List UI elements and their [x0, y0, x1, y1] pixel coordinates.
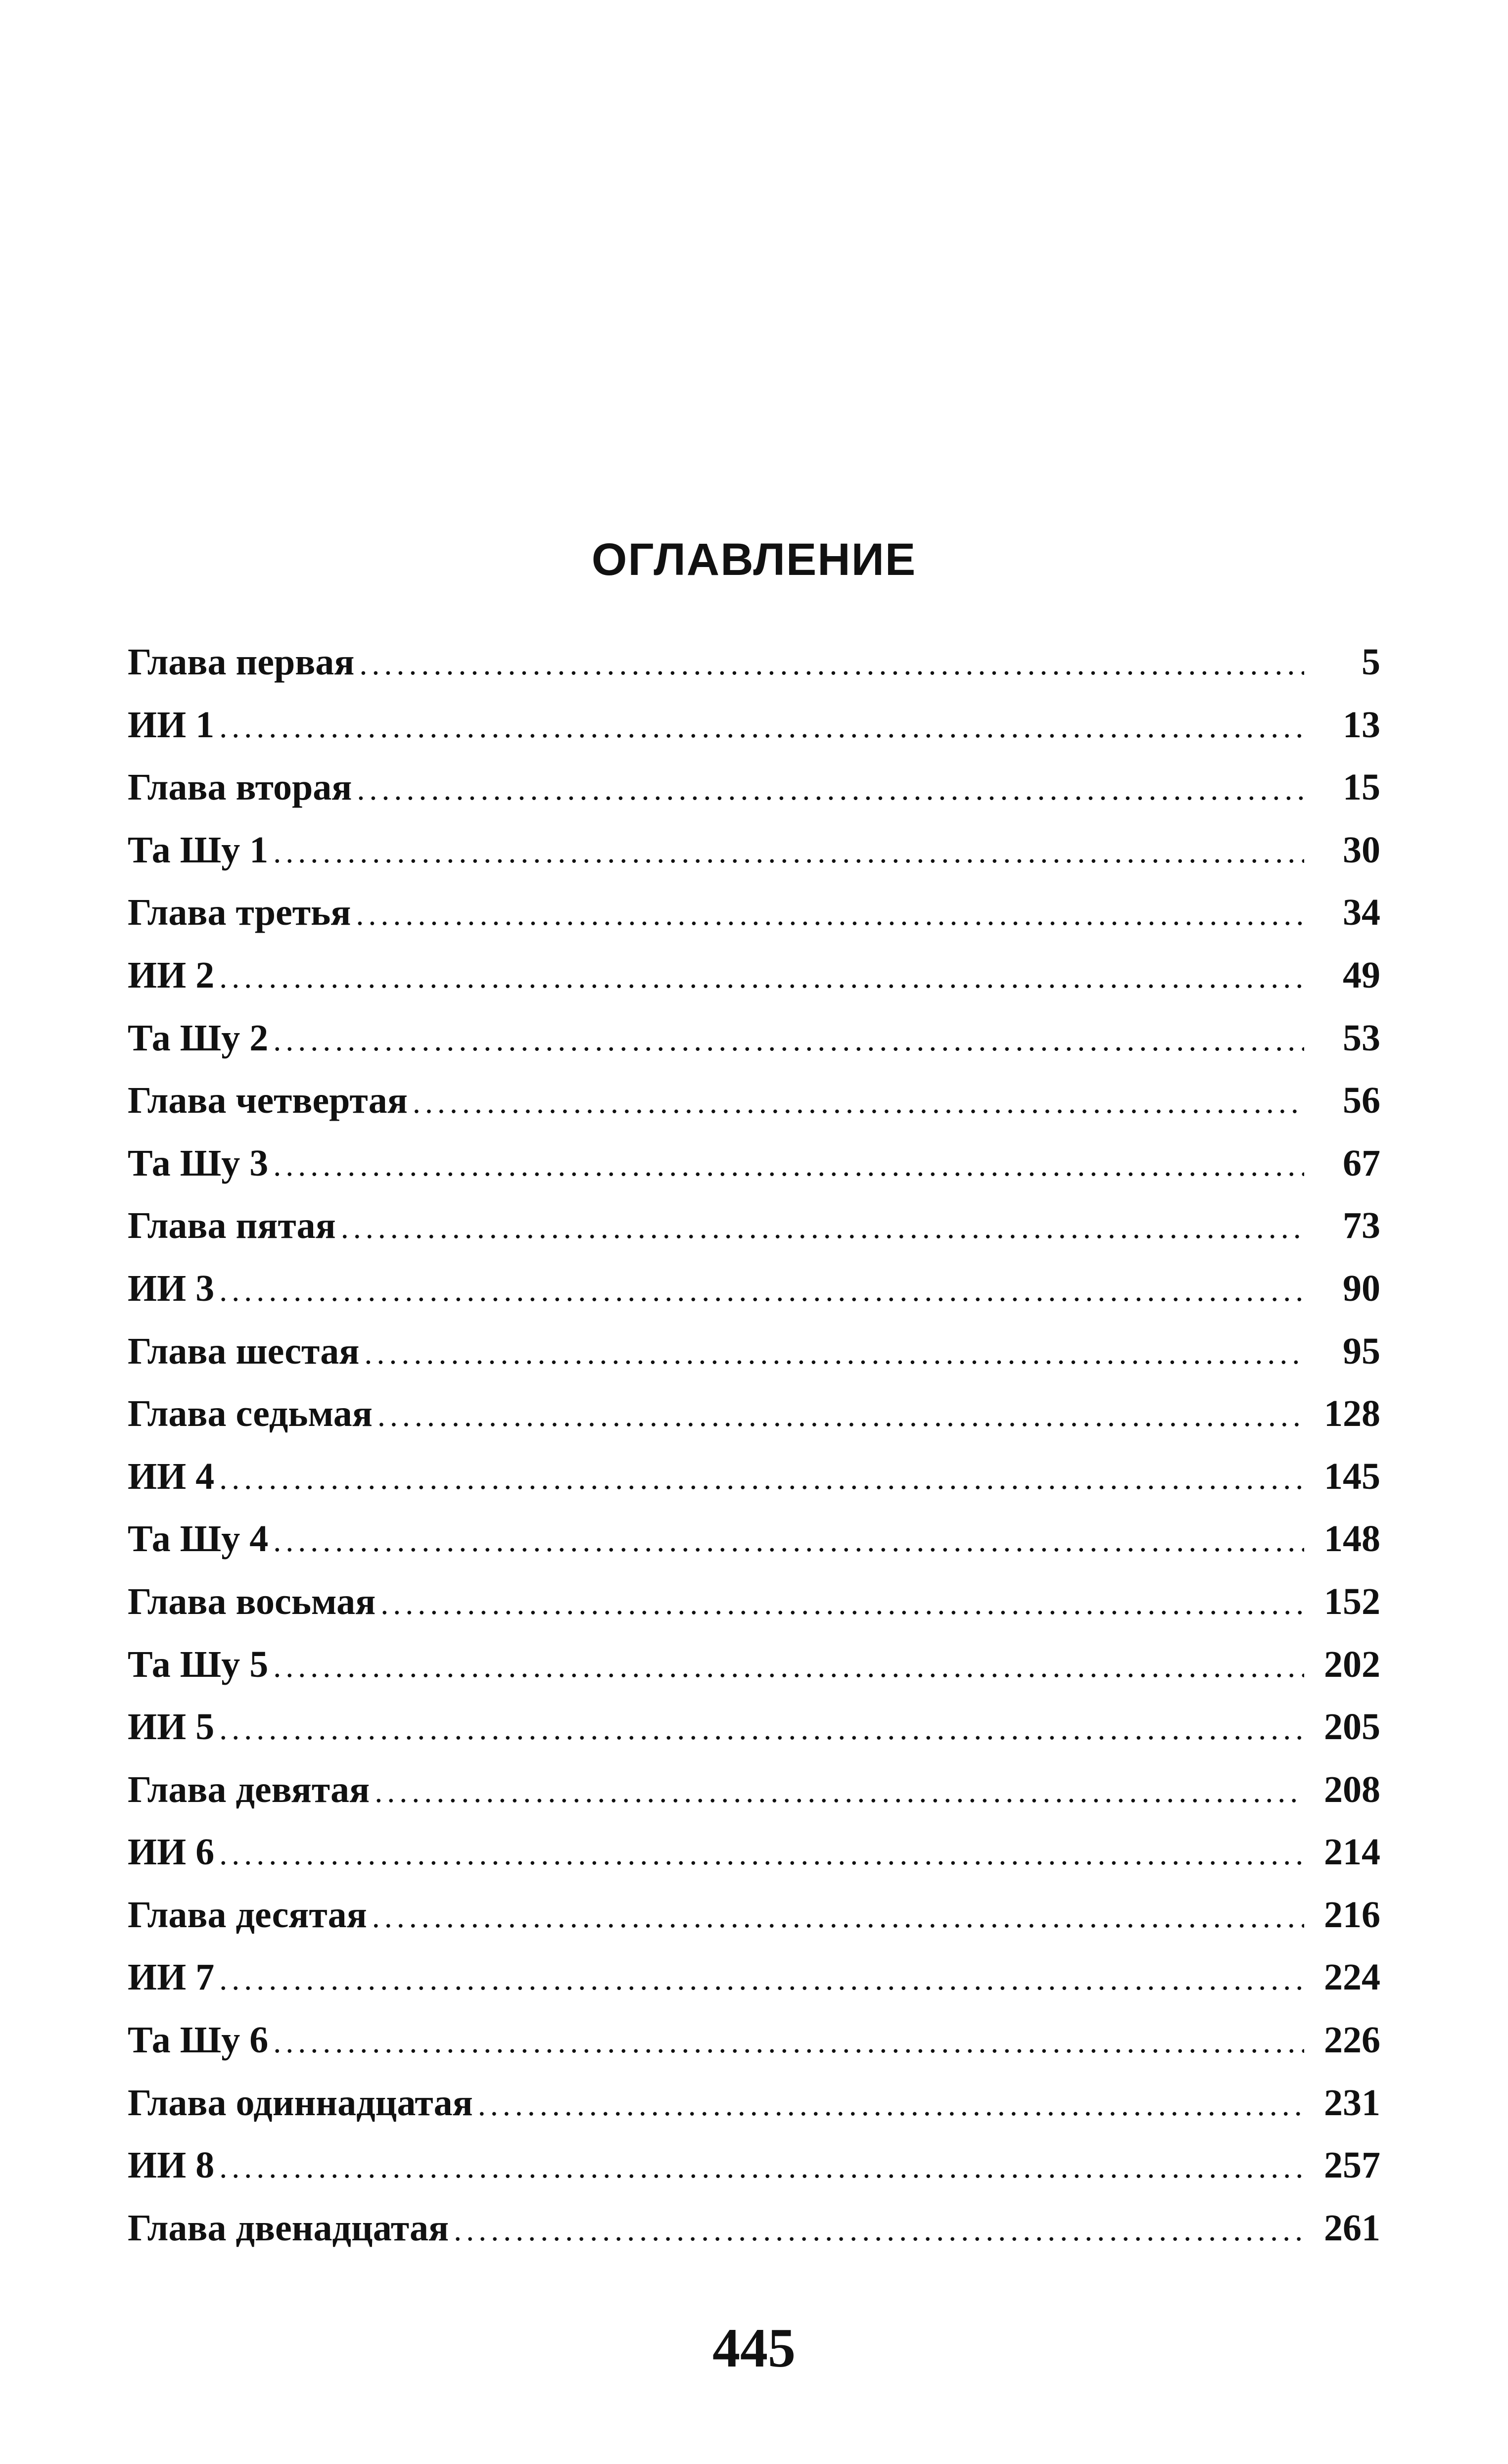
toc-entry-label: ИИ 4 [128, 1455, 215, 1497]
dot-leader [219, 1838, 1304, 1870]
toc-entry-label: Глава десятая [128, 1894, 367, 1936]
dot-leader [273, 836, 1304, 868]
dot-leader [219, 1713, 1304, 1745]
dot-leader [219, 1963, 1304, 1995]
toc-entry-page: 231 [1324, 2082, 1380, 2124]
toc-entry-label: Та Шу 2 [128, 1017, 269, 1059]
toc-entry-label: Глава двенадцатая [128, 2207, 449, 2249]
dot-leader [454, 2214, 1304, 2246]
toc-entry-label: Глава вторая [128, 766, 352, 808]
toc-entry-label: Та Шу 6 [128, 2019, 269, 2061]
toc-entry-page: 34 [1343, 892, 1380, 934]
toc-entry-page: 30 [1343, 829, 1380, 871]
dot-leader [273, 1149, 1304, 1181]
toc-entry[interactable] [128, 2209, 1380, 2272]
toc-entry-label: Глава одиннадцатая [128, 2082, 473, 2124]
dot-leader [359, 648, 1304, 680]
toc-entry-page: 261 [1324, 2207, 1380, 2249]
toc-entry-page: 90 [1343, 1267, 1380, 1309]
toc-entry-label: Глава восьмая [128, 1580, 376, 1622]
toc-entry[interactable] [128, 1332, 1380, 1395]
dot-leader [356, 899, 1304, 930]
toc-entry[interactable] [128, 1207, 1380, 1270]
toc-entry[interactable] [128, 643, 1380, 706]
dot-leader [219, 1463, 1304, 1494]
dot-leader [273, 1525, 1304, 1557]
toc-entry-label: ИИ 1 [128, 704, 215, 746]
dot-leader [341, 1212, 1304, 1243]
toc-entry-label: Та Шу 5 [128, 1643, 269, 1685]
toc-entry-page: 145 [1324, 1455, 1380, 1497]
toc-title: ОГЛАВЛЕНИЕ [591, 534, 917, 585]
toc-entry[interactable] [128, 1896, 1380, 1959]
toc-entry-label: Глава пятая [128, 1205, 336, 1247]
toc-entry[interactable] [128, 706, 1380, 769]
dot-leader [219, 1275, 1304, 1306]
toc-entry-page: 224 [1324, 1956, 1380, 1998]
toc-entry-page: 214 [1324, 1831, 1380, 1873]
toc-entry-label: Та Шу 3 [128, 1142, 269, 1184]
toc-entry-page: 49 [1343, 954, 1380, 996]
dot-leader [372, 1901, 1304, 1933]
toc-entry-label: Та Шу 1 [128, 829, 269, 871]
toc-entry[interactable] [128, 831, 1380, 894]
toc-entry-page: 202 [1324, 1643, 1380, 1685]
dot-leader [478, 2089, 1304, 2121]
toc-entry-page: 205 [1324, 1706, 1380, 1748]
toc-entry[interactable] [128, 956, 1380, 1019]
dot-leader [357, 773, 1304, 805]
toc-entry[interactable] [128, 2146, 1380, 2209]
toc-entry-page: 53 [1343, 1017, 1380, 1059]
toc-entry-page: 226 [1324, 2019, 1380, 2061]
toc-entry[interactable] [128, 1833, 1380, 1896]
toc-entry-page: 5 [1362, 641, 1380, 683]
toc-entry[interactable] [128, 1708, 1380, 1771]
toc-entry-label: Глава девятая [128, 1768, 370, 1810]
toc-entry[interactable] [128, 1643, 1380, 1708]
toc-entry-label: Глава четвертая [128, 1080, 408, 1122]
toc-entry-label: ИИ 3 [128, 1267, 215, 1309]
toc-entry[interactable] [128, 2084, 1380, 2147]
toc-entry-label: Та Шу 4 [128, 1518, 269, 1560]
dot-leader [273, 2026, 1304, 2058]
dot-leader [273, 1024, 1304, 1056]
toc-entry[interactable] [128, 1958, 1380, 2021]
toc-entry-label: Глава первая [128, 641, 355, 683]
toc-entry-page: 257 [1324, 2144, 1380, 2186]
toc-entry-label: ИИ 6 [128, 1831, 215, 1873]
toc-entry-label: ИИ 7 [128, 1956, 215, 1998]
toc-entry[interactable] [128, 1455, 1380, 1520]
toc-entry-page: 152 [1324, 1580, 1380, 1622]
toc-entry-page: 208 [1324, 1768, 1380, 1810]
toc-entry[interactable] [128, 894, 1380, 956]
toc-entry-page: 95 [1343, 1330, 1380, 1372]
dot-leader [380, 1588, 1304, 1619]
toc-entry[interactable] [128, 2021, 1380, 2084]
dot-leader [375, 1776, 1304, 1807]
toc-entry-page: 216 [1324, 1894, 1380, 1936]
dot-leader [219, 961, 1304, 993]
toc-entry-page: 13 [1343, 704, 1380, 746]
toc-entry[interactable] [128, 1267, 1380, 1332]
toc-entry-label: ИИ 8 [128, 2144, 215, 2186]
toc-entry-label: Глава третья [128, 892, 351, 934]
toc-entry-label: Глава шестая [128, 1330, 360, 1372]
dot-leader [413, 1087, 1304, 1118]
toc-entry-label: ИИ 2 [128, 954, 215, 996]
toc-entry-label: Глава седьмая [128, 1393, 373, 1435]
toc-entry-page: 15 [1343, 766, 1380, 808]
toc-list [128, 643, 1380, 2272]
dot-leader [364, 1337, 1304, 1369]
toc-entry-page: 56 [1343, 1080, 1380, 1122]
toc-entry-label: ИИ 5 [128, 1706, 215, 1748]
toc-entry[interactable] [128, 768, 1380, 831]
dot-leader [219, 2151, 1304, 2183]
toc-entry-page: 73 [1343, 1205, 1380, 1247]
toc-entry[interactable] [128, 1395, 1380, 1458]
toc-entry-page: 67 [1343, 1142, 1380, 1184]
dot-leader [219, 711, 1304, 743]
toc-entry[interactable] [128, 1580, 1380, 1646]
toc-entry-page: 148 [1324, 1518, 1380, 1560]
toc-entry[interactable] [128, 1768, 1380, 1834]
toc-entry[interactable] [128, 1144, 1380, 1207]
toc-entry-page: 128 [1324, 1393, 1380, 1435]
toc-entry[interactable] [128, 1082, 1380, 1144]
toc-entry[interactable] [128, 1520, 1380, 1583]
dot-leader [377, 1400, 1304, 1431]
dot-leader [273, 1651, 1304, 1682]
toc-entry[interactable] [128, 1019, 1380, 1082]
page-number: 445 [712, 2318, 796, 2379]
